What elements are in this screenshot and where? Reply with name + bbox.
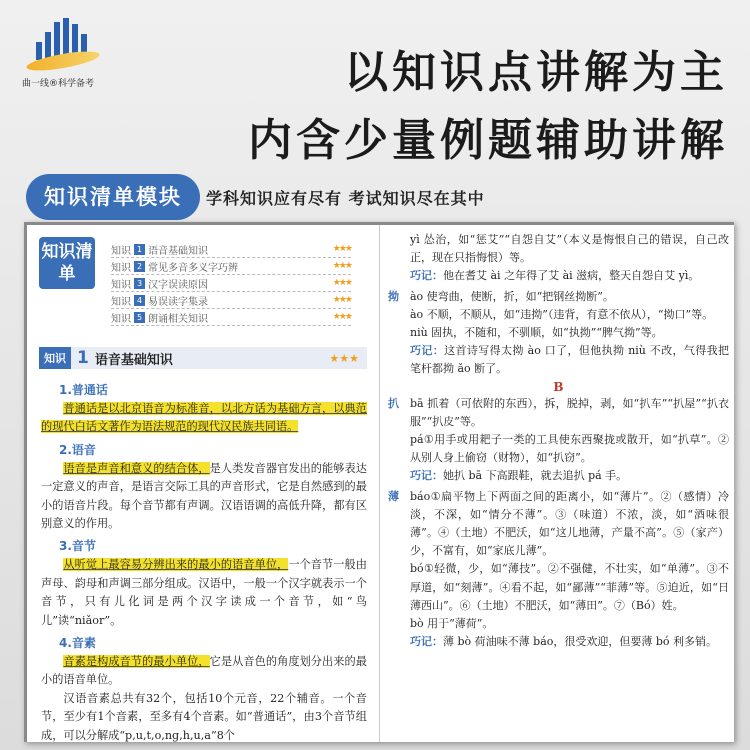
star-rating-icon: ★★★	[332, 244, 351, 254]
dictionary-entry: 扒 bā 抓着（可依附的东西），拆，脱掉，剥，如“扒车”“扒屋”“扒衣服”“扒皮”等。 pá①用手或用耙子一类的工具使东西聚拢或散开，如“扒草”。②从别人身上偷窃（财物），如“扒窃”。 巧记：她扒 bā 下高跟鞋，就去追扒 pá 手。	[388, 395, 729, 486]
left-page	[27, 225, 379, 742]
toc-item: 知识 4 易误读字集录 ★★★	[111, 292, 351, 309]
star-rating-icon: ★★★	[332, 312, 351, 322]
paragraph: 普通话是以北京语音为标准音，以北方话为基础方言，以典范的现代白话文著作为语法规范的现代汉民族共同语。	[41, 402, 367, 434]
left-content	[41, 377, 367, 742]
star-rating-icon: ★★★	[329, 351, 359, 365]
subheading: 2.语音	[59, 442, 96, 457]
module-description: 学科知识应有尽有 考试知识尽在其中	[206, 189, 485, 208]
brand-logo	[18, 10, 108, 100]
section-tag: 知识	[39, 347, 71, 369]
entry-character: 扒	[388, 396, 399, 410]
paragraph: 汉语音素总共有32个，包括10个元音，22个辅音。一个音节，至少有1个音素，至多有4个音素。如“普通话”，由3个音节组成，可以分解成“p,u,t,o,ng,h,u,a”8个	[41, 691, 367, 742]
brand-name: 曲一线®科学备考	[22, 79, 95, 89]
subheading: 4.音素	[59, 636, 96, 651]
entry-character: 拗	[388, 289, 399, 303]
book-spread	[24, 222, 734, 742]
star-rating-icon: ★★★	[332, 295, 351, 305]
section-heading	[39, 347, 367, 369]
entry-character: 薄	[388, 489, 399, 503]
right-page	[379, 225, 737, 742]
knowledge-list-badge: 知识清单	[39, 237, 95, 289]
paragraph: 从听觉上最容易分辨出来的最小的语音单位，一个音节一般由声母、韵母和声调三部分组成。汉语中，一般一个汉字就表示一个音节，只有儿化词是两个汉字读成一个音节，如“鸟儿”读“niǎor”。	[41, 558, 367, 627]
dictionary-entry: 薄 báo①扁平物上下两面之间的距离小，如“薄片”。②（感情）冷淡，不深，如“情分不薄”。③（味道）不浓，淡，如“酒味很薄”。④（土地）不肥沃，如“这儿地薄，产量不高”。⑤（家产）少，不富有，如“家底儿薄”。 bó①轻微，少，如“薄技”。②不强健，不壮实，如“单薄”。③不厚道，如“刻薄”。④看不起，如“鄙薄”“菲薄”等。⑤迫近，如“日薄西山”。⑥（土地）不肥沃，如“薄田”。⑦（Bó）姓。 bò 用于“薄荷”。 巧记：薄 bò 荷油味不薄 báo，很受欢迎，但要薄 bó 利多销。	[388, 488, 729, 652]
toc-item: 知识 5 朗诵相关知识 ★★★	[111, 309, 351, 326]
toc-item: 知识 2 常见多音多义字巧辨 ★★★	[111, 258, 351, 275]
toc-list	[111, 241, 351, 326]
star-rating-icon: ★★★	[332, 261, 351, 271]
star-rating-icon: ★★★	[332, 278, 351, 288]
toc-item: 知识 1 语音基础知识 ★★★	[111, 241, 351, 258]
section-number: 1	[77, 348, 89, 368]
section-title: 语音基础知识	[94, 352, 173, 368]
paragraph: 语音是声音和意义的结合体，是人类发音器官发出的能够表达一定意义的声音，是语言交际工具的声音形式，它是自然感到的最小的语音片段。每个音节都有声调。汉语语调的高低升降，都有区别意义的作用。	[41, 461, 367, 531]
alphabet-divider: B	[553, 379, 564, 394]
toc-item: 知识 3 汉字误读原因 ★★★	[111, 275, 351, 292]
subheading: 3.音节	[59, 539, 96, 554]
module-pill: 知识清单模块	[26, 174, 200, 220]
subheading: 1.普通话	[59, 383, 108, 397]
paragraph: 音素是构成音节的最小单位，它是从音色的角度划分出来的最小的语音单位。	[41, 655, 367, 687]
dictionary-entry: yì 怂治，如“惩艾”“自怨自艾”（本义是悔恨自己的错误，自己改正，现在只指悔恨）等。 巧记：他在耆艾 ài 之年得了艾 ài 滋病，整天自怨自艾 yì。	[410, 233, 729, 283]
dictionary-entry: 拗 ào 使弯曲，使断，折，如“把钢丝拗断”。 ào 不顺，不顺从，如“违拗”（违背，有意不依从），“拗口”等。 niù 固执，不随和，不驯顺，如“执拗”“脾气拗”等。 巧记：这首诗写得太拗 ào 口了，但他执拗 niù 不改，气得我把笔杆都拗 ǎo 断了。	[388, 288, 729, 379]
headline-line-2: 内含少量例题辅助讲解	[248, 115, 728, 166]
headline-line-1: 以知识点讲解为主	[344, 47, 728, 98]
